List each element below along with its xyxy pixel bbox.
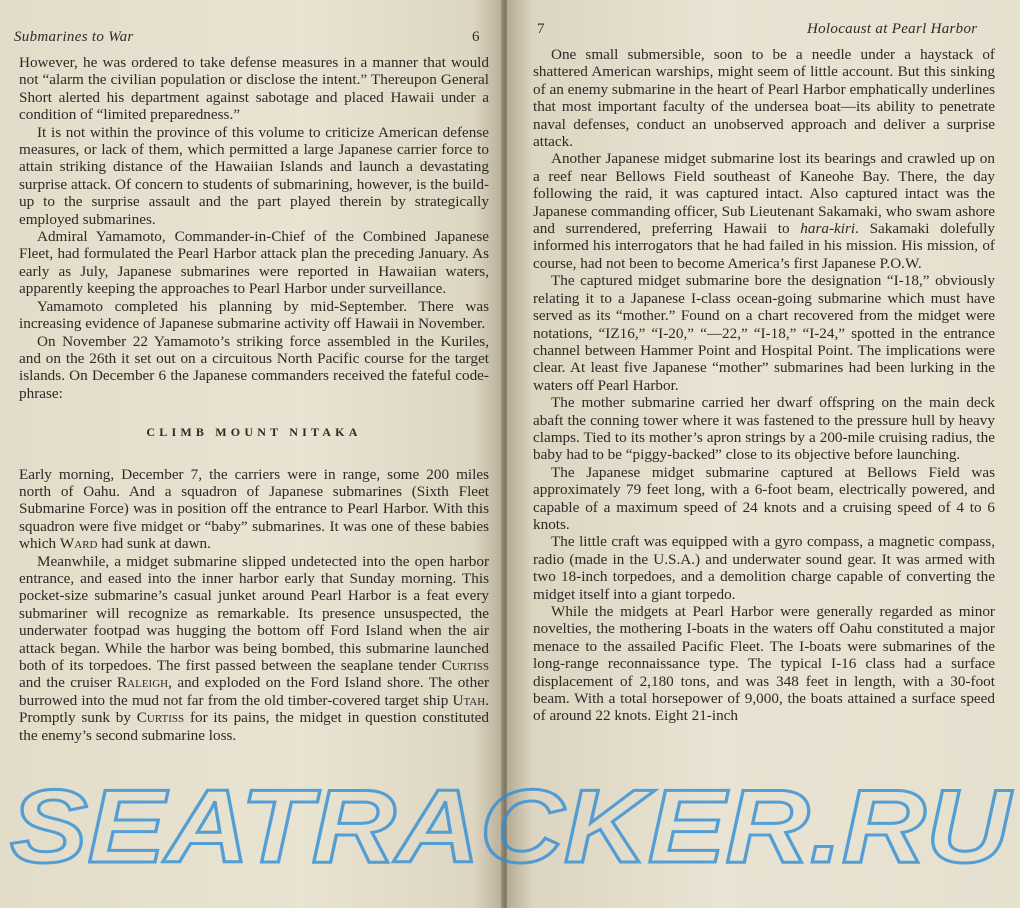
left-paragraph-5: On November 22 Yamamoto’s striking force assembled in the Kuriles, and on the 26th it set out on a circuitous North Pacific course for the target islands. On December 6 the Japanese commanders received the fateful code-phrase: bbox=[19, 332, 489, 402]
ship-name-curtiss-2: Curtiss bbox=[136, 709, 185, 727]
ship-name-utah: Utah bbox=[452, 691, 486, 709]
right-text-block bbox=[533, 46, 995, 725]
ship-name-raleigh: Raleigh bbox=[117, 674, 169, 692]
rpara2-italic: hara-kiri bbox=[800, 220, 856, 238]
rpara2-text-b: . Sakamaki dolefully informed his interrogators that he had failed in his mission. His mission, of course, had not been to become America’s first Japanese P.O.W. bbox=[533, 220, 995, 272]
left-paragraph-1: However, he was ordered to take defense measures in a manner that would not “alarm the civilian population or disclose the intent.” Thereupon General Short alerted his department against sabotage and placed Hawaii under a condition of “limited preparedness.” bbox=[19, 54, 489, 124]
ship-name-curtiss: Curtiss bbox=[441, 657, 489, 674]
left-paragraph-3: Admiral Yamamoto, Commander-in-Chief of the Combined Japanese Fleet, had formulated the Pearl Harbor attack plan the preceding January. As early as July, Japanese submarines were reported in Hawaiian waters, apparently keeping the approaches to Pearl Harbor under surveillance. bbox=[19, 228, 489, 298]
section-heading: CLIMB MOUNT NITAKA bbox=[146, 425, 362, 440]
left-paragraph-6 bbox=[19, 466, 489, 553]
para7-text-b: and the cruiser bbox=[19, 674, 118, 692]
right-paragraph-1: One small submersible, soon to be a needle under a haystack of shattered American warships, might seem of little account. But this sinking of an enemy submarine in the heart of Pearl Harbor emphatically underlines that most important faculty of the undersea boat—its ability to penetrate naval defenses, conduct an unobserved approach and deliver a surprise attack. bbox=[533, 46, 995, 151]
right-paragraph-5: The Japanese midget submarine captured at Bellows Field was approximately 79 feet long, with a 6-foot beam, electrically powered, and capable of a maximum speed of 24 knots and a cruising speed of 4 to 6 knots. bbox=[533, 463, 995, 533]
right-running-head: Holocaust at Pearl Harbor bbox=[807, 21, 978, 37]
left-running-head: Submarines to War bbox=[14, 29, 134, 45]
para7-text-c: , and exploded on the Ford Island shore. The other burrowed into the mud not far from the old timber-covered target ship bbox=[19, 674, 489, 709]
right-paragraph-3: The captured midget submarine bore the designation “I-18,” obviously relating it to a Japanese I-class ocean-going submarine which must have served as its “mother.” Found on a chart recovered from the midget were notations, “IZ16,” “I-20,” “—22,” “I-18,” “I-24,” spotted in the entrance channel between Hammer Point and Hospital Point. The implications were clear. At least five Japanese “mother” submarines had been lurking in the waters off Pearl Harbor. bbox=[533, 272, 995, 394]
right-paragraph-6: The little craft was equipped with a gyro compass, a magnetic compass, radio (made in the U.S.A.) and underwater sound gear. It was armed with two 18-inch torpedoes, and a demolition charge capable of converting the midget itself into a giant torpedo. bbox=[533, 533, 995, 603]
left-page bbox=[0, 0, 503, 908]
right-page bbox=[507, 0, 1020, 908]
para7-text-d: . Promptly sunk by bbox=[19, 691, 489, 727]
right-paragraph-2 bbox=[533, 150, 995, 272]
right-paragraph-7: While the midgets at Pearl Harbor were generally regarded as minor novelties, the mothering I-boats in the waters off Oahu constituted a major menace to the assailed Pacific Fleet. The I-boats were submarines of the long-range reconnaissance type. The typical I-16 class had a surface displacement of 2,180 tons, and was 348 feet in length, with a 30-foot beam. With a total horsepower of 9,000, the boats attained a surface speed of around 22 knots. Eight 21-inch bbox=[533, 603, 995, 725]
para6-text-a: Early morning, December 7, the carriers were in range, some 200 miles north of Oahu. And a squadron of Japanese submarines (Sixth Fleet Submarine Force) was in position off the entrance to Pearl Harbor. With this squadron were five midget or “baby” submarines. It was one of these babies which bbox=[19, 465, 489, 553]
left-paragraph-4: Yamamoto completed his planning by mid-September. There was increasing evidence of Japanese submarine activity off Hawaii in November. bbox=[19, 297, 489, 333]
left-paragraph-2: It is not within the province of this volume to criticize American defense measures, or lack of them, which permitted a large Japanese carrier force to attain striking distance of the Hawaiian Islands and launch a devastating surprise attack. Of concern to students of submarining, however, is the build-up to the surprise assault and the part played therein by strategically employed submarines. bbox=[19, 123, 489, 228]
right-page-number: 7 bbox=[537, 21, 545, 37]
right-paragraph-4: The mother submarine carried her dwarf offspring on the main deck abaft the conning tower where it was fastened to the pressure hull by heavy clamps. Tied to its mother’s apron strings by a 200-mile cruising radius, the baby had to be “piggy-backed” close to its objective before launching. bbox=[533, 394, 995, 464]
left-page-number: 6 bbox=[472, 29, 480, 45]
ship-name-ward: Ward bbox=[59, 535, 98, 553]
para7-text-a: Meanwhile, a midget submarine slipped undetected into the open harbor entrance, and eased into the inner harbor early that Sunday morning. This pocket-size submarine’s casual junket around Pearl Harbor is a feat every submariner will recognize as remarkable. Its presence unsuspected, the underwater footpad was hugging the bottom off Ford Island when the air attack began. While the harbor was being bombed, this submarine launched both of its torpedoes. The first passed between the seaplane tender bbox=[19, 552, 489, 674]
para6-text-b: had sunk at dawn. bbox=[97, 535, 211, 553]
left-paragraph-7 bbox=[19, 553, 489, 744]
left-text-block bbox=[19, 54, 489, 744]
watermark-text: SEATRACKER.RU bbox=[10, 769, 1014, 885]
para7-text-e: for its pains, the midget in question constituted the enemy’s second submarine loss. bbox=[19, 709, 490, 744]
rpara2-text-a: Another Japanese midget submarine lost its bearings and crawled up on a reef near Bellows Field southeast of Kaneohe Bay. There, the day following the raid, it was captured intact. Also captured intact was the Japanese commanding officer, Sub Lieutenant Sakamaki, who swam ashore and surrendered, preferring Hawaii to bbox=[533, 150, 995, 238]
